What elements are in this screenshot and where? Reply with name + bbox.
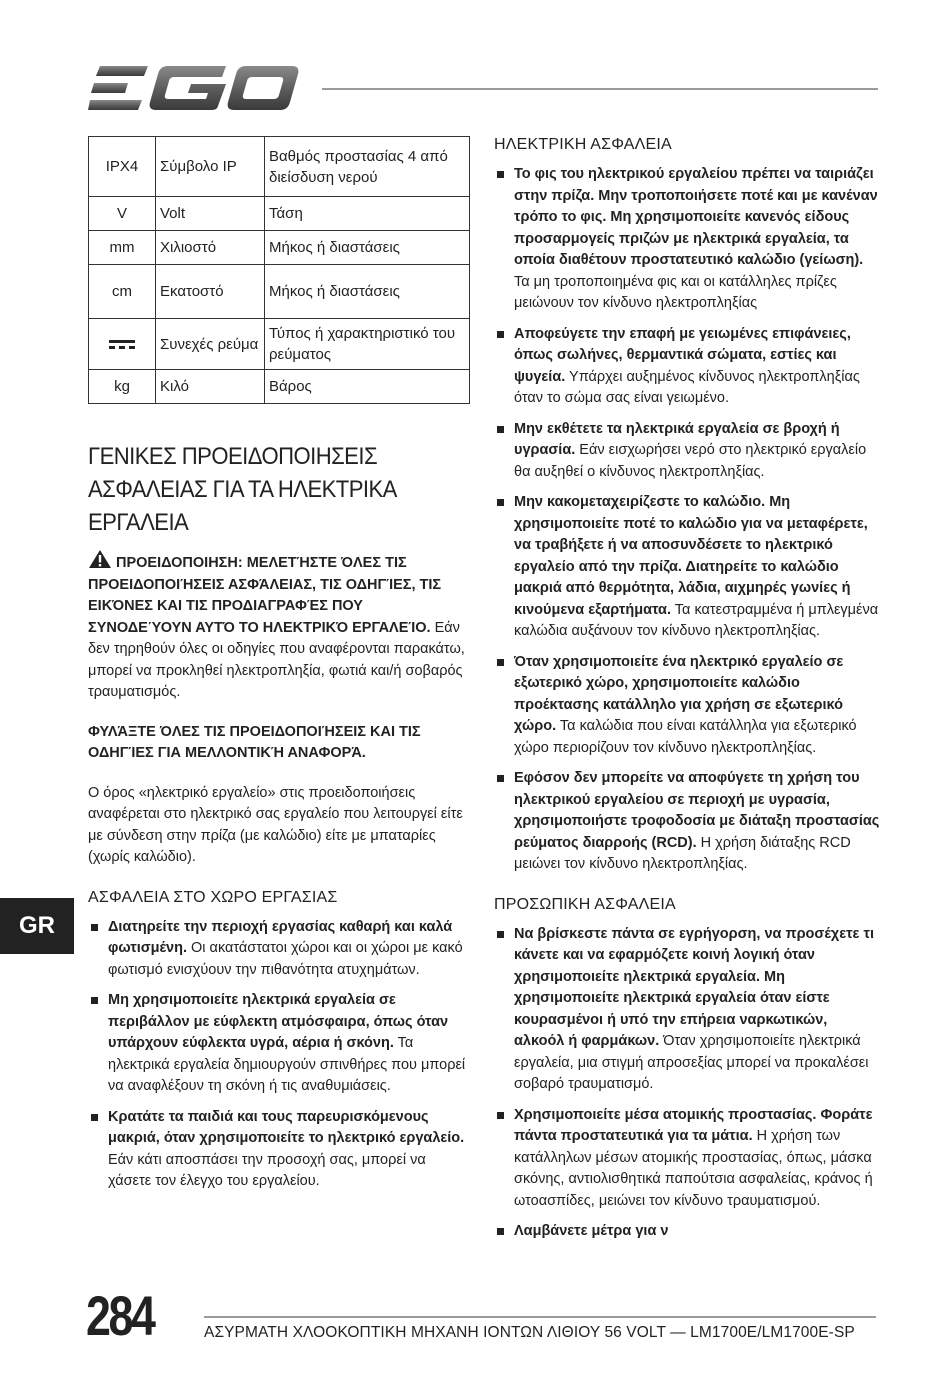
warning-text: Εάν δεν τηρηθούν όλες οι οδηγίες που αναφέρονται παρακάτω, μπορεί να προκληθεί ηλεκτροπληξία, φωτιά και/ή σοβαρός τραυματισμός. <box>88 619 465 700</box>
table-row <box>89 265 470 319</box>
item-bold: Μην εκθέτετε τα ηλεκτρικά εργαλεία σε βροχή ή υγρασία. <box>514 420 840 458</box>
meaning-cell: Μήκος ή διαστάσεις <box>265 231 470 265</box>
item-bold: Να βρίσκεστε πάντα σε εγρήγορση, να προσέχετε τι κάνετε και να εφαρμόζετε κοινή λογική όταν χρησιμοποιείτε ηλεκτρικά εργαλεία. Μη χρησιμοποιείτε ηλεκτρικά εργαλεία όταν είστε κουρασμένοι ή υπό την επήρεια ναρκωτικών, αλκοόλ ή φαρμάκων. <box>514 925 874 1049</box>
electrical-list <box>494 164 880 876</box>
item-bold: Κρατάτε τα παιδιά και τους παρευρισκόμενους μακριά, όταν χρησιμοποιείτε το ηλεκτρικό εργαλείο. <box>108 1108 465 1146</box>
meaning-cell: Τάση <box>265 197 470 231</box>
name-cell: Χιλιοστό <box>156 231 265 265</box>
item-text: Η χρήση των κατάλληλων μέσων ατομικής προστασίας, όπως, μάσκα σκόνης, αντιολισθητικά παπούτσια ασφαλείας, κράνος ή ωτοασπίδες, μειώνει τον κίνδυνο τραυματισμού. <box>514 1128 873 1209</box>
item-text: Οι ακατάστατοι χώροι και οι χώροι με κακό φωτισμό ενισχύουν την πιθανότητα ατυχημάτων. <box>108 940 463 978</box>
language-tab: GR <box>0 898 74 954</box>
warning-bold: ΠΡΟΕΙΔΟΠΟΙΗΣΗ: ΜΕΛΕΤΉΣΤΕ ΌΛΕΣ ΤΙΣ ΠΡΟΕΙΔΟΠΟΙΉΣΕΙΣ ΑΣΦΆΛΕΙΑΣ, ΤΙΣ ΟΔΗΓΊΕΣ, ΤΙΣ ΕΙΚΌΝΕΣ ΚΑΙ ΤΙΣ ΠΡΟΔΙΑΓΡΑΦΈΣ ΠΟΥ ΣΥΝΟΔΕΎΟΥΝ ΑΥΤΌ ΤΟ ΗΛΕΚΤΡΙΚΌ ΕΡΓΑΛΕΊΟ. <box>88 555 442 636</box>
symbol-cell: mm <box>89 231 156 265</box>
table-row <box>89 197 470 231</box>
personal-heading: ΠΡΟΣΩΠΙΚΗ ΑΣΦΑΛΕΙΑ <box>494 895 676 913</box>
item-text: Τα μη τροποποιημένα φις και οι κατάλληλες πρίζες μειώνουν τον κίνδυνο ηλεκτροπληξίας <box>514 273 837 311</box>
header-rule <box>322 88 878 90</box>
list-item <box>88 917 470 982</box>
symbol-cell: kg <box>89 370 156 404</box>
ego-logo <box>88 62 300 114</box>
name-cell: Συνεχές ρεύμα <box>156 319 265 370</box>
item-bold: Λαμβάνετε μέτρα για ν <box>514 1223 669 1239</box>
table-row <box>89 370 470 404</box>
footer-rule <box>204 1316 876 1318</box>
item-bold: Μην κακομεταχειρίζεστε το καλώδιο. Μη χρησιμοποιείτε ποτέ το καλώδιο για να μεταφέρετε, να τραβήξετε ή να αποσυνδέσετε το ηλεκτρικό εργαλείο από την πρίζα. Διατηρείτε το καλώδιο μακριά από θερμότητα, λάδια, αιχμηρές γωνίες ή κινούμενα εξαρτήματα. <box>514 494 868 618</box>
term-definition: Ο όρος «ηλεκτρικό εργαλείο» στις προειδοποιήσεις αναφέρεται στο ηλεκτρικό σας εργαλείο που λειτουργεί είτε με σύνδεση στην πρίζα (με καλώδιο) είτε με μπαταρίες (χωρίς καλώδιο). <box>88 784 463 865</box>
page-number: 284 <box>86 1284 154 1347</box>
list-item <box>494 419 880 484</box>
symbol-cell: IPX4 <box>89 137 156 197</box>
item-text: Η χρήση διάταξης RCD μειώνει τον κίνδυνο ηλεκτροπληξίας. <box>514 834 851 872</box>
personal-list <box>494 924 880 1243</box>
symbol-table <box>88 136 470 404</box>
left-column <box>88 136 470 1202</box>
meaning-cell: Μήκος ή διαστάσεις <box>265 265 470 319</box>
work-area-heading: ΑΣΦΑΛΕΙΑ ΣΤΟ ΧΩΡΟ ΕΡΓΑΣΙΑΣ <box>88 888 338 906</box>
section-title: ΓΕΝΙΚΕΣ ΠΡΟΕΙΔΟΠΟΙΗΣΕΙΣ ΑΣΦΑΛΕΙΑΣ ΓΙΑ ΤΑ ΗΛΕΚΤΡΙΚΑ ΕΡΓΑΛΕΙΑ <box>88 443 396 536</box>
item-text: Εάν εισχωρήσει νερό στο ηλεκτρικό εργαλείο θα αυξηθεί ο κίνδυνος ηλεκτροπληξίας. <box>514 442 867 480</box>
item-text: Τα κατεστραμμένα ή μπλεγμένα καλώδια αυξάνουν τον κίνδυνο ηλεκτροπληξίας. <box>514 601 879 639</box>
list-item <box>494 164 880 315</box>
item-text: Υπάρχει αυξημένος κίνδυνος ηλεκτροπληξίας όταν το σώμα σας είναι γειωμένο. <box>514 368 860 406</box>
symbol-cell: cm <box>89 265 156 319</box>
item-bold: Αποφεύγετε την επαφή με γειωμένες επιφάνειες, όπως σωλήνες, θερμαντικά σώματα, εστίες και ψυγεία. <box>514 325 851 385</box>
meaning-cell: Βαθμός προστασίας 4 από διείσδυση νερού <box>265 137 470 197</box>
right-column <box>494 136 880 1252</box>
item-bold: Εφόσον δεν μπορείτε να αποφύγετε τη χρήση του ηλεκτρικού εργαλείου σε περιοχή με υγρασία, χρησιμοποιήστε τροφοδοσία με διάταξη προστασίας ρεύματος διαρροής (RCD). <box>514 770 880 851</box>
item-bold: Το φις του ηλεκτρικού εργαλείου πρέπει να ταιριάζει στην πρίζα. Μην τροποποιήσετε ποτέ και με κανέναν τρόπο το φις. Μη χρησιμοποιείτε κανενός είδους προσαρμογείς πριζών με ηλεκτρικά εργαλεία, τα οποία διαθέτουν προστατευτικό καλώδιο (γείωση). <box>514 166 878 268</box>
table-row <box>89 319 470 370</box>
list-item <box>88 1107 470 1193</box>
item-text: Τα καλώδια που είναι κατάλληλα για εξωτερικό χώρο περιορίζουν τον κίνδυνο ηλεκτροπληξίας. <box>514 718 857 756</box>
symbol-cell: V <box>89 197 156 231</box>
name-cell: Volt <box>156 197 265 231</box>
warning-triangle-icon <box>88 549 112 569</box>
name-cell: Κιλό <box>156 370 265 404</box>
warning-paragraph <box>88 549 470 704</box>
direct-current-icon <box>109 340 135 349</box>
meaning-cell: Τύπος ή χαρακτηριστικό του ρεύματος <box>265 319 470 370</box>
item-bold: Διατηρείτε την περιοχή εργασίας καθαρή και καλά φωτισμένη. <box>108 918 453 956</box>
item-text: Τα ηλεκτρικά εργαλεία δημιουργούν σπινθήρες που μπορεί να αναφλέξουν τη σκόνη ή τις αναθυμιάσεις. <box>108 1035 466 1094</box>
list-item <box>494 1105 880 1213</box>
list-item <box>494 768 880 876</box>
table-row <box>89 137 470 197</box>
list-item <box>494 492 880 643</box>
work-area-list <box>88 917 470 1193</box>
list-item <box>88 990 470 1098</box>
meaning-cell: Βάρος <box>265 370 470 404</box>
list-item <box>494 1221 880 1243</box>
list-item <box>494 652 880 760</box>
item-bold: Όταν χρησιμοποιείτε ένα ηλεκτρικό εργαλείο σε εξωτερικό χώρο, χρησιμοποιείτε καλώδιο προέκτασης κατάλληλο για χρήση σε εξωτερικό χώρο. <box>514 653 844 734</box>
item-text: Εάν κάτι αποσπάσει την προσοχή σας, μπορεί να χάσετε τον έλεγχο του εργαλείου. <box>108 1151 426 1189</box>
item-bold: Μη χρησιμοποιείτε ηλεκτρικά εργαλεία σε περιβάλλον με εύφλεκτη ατμόσφαιρα, όπως όταν υπάρχουν εύφλεκτα υγρά, αέρια ή σκόνη. <box>108 992 449 1051</box>
item-text: Όταν χρησιμοποιείτε ηλεκτρικά εργαλεία, μια στιγμή απροσεξίας μπορεί να προκαλέσει σοβαρό τραυματισμό. <box>514 1033 869 1092</box>
table-row <box>89 231 470 265</box>
electrical-heading: ΗΛΕΚΤΡΙΚΗ ΑΣΦΑΛΕΙΑ <box>494 136 672 153</box>
name-cell: Εκατοστό <box>156 265 265 319</box>
symbol-cell <box>89 319 156 370</box>
name-cell: Σύμβολο IP <box>156 137 265 197</box>
footer-title: ΑΣΥΡΜΑΤΗ ΧΛΟΟΚΟΠΤΙΚΗ ΜΗΧΑΝΗ ΙΟΝΤΩΝ ΛΙΘΙΟΥ 56 VOLT — LM1700E/LM1700E-SP <box>204 1324 855 1341</box>
item-bold: Χρησιμοποιείτε μέσα ατομικής προστασίας. Φοράτε πάντα προστατευτικά για τα μάτια. <box>514 1106 873 1144</box>
list-item <box>494 324 880 410</box>
save-instructions: ΦΥΛΆΞΤΕ ΌΛΕΣ ΤΙΣ ΠΡΟΕΙΔΟΠΟΙΉΣΕΙΣ ΚΑΙ ΤΙΣ ΟΔΗΓΊΕΣ ΓΙΑ ΜΕΛΛΟΝΤΙΚΉ ΑΝΑΦΟΡΆ. <box>88 723 421 761</box>
list-item <box>494 924 880 1096</box>
